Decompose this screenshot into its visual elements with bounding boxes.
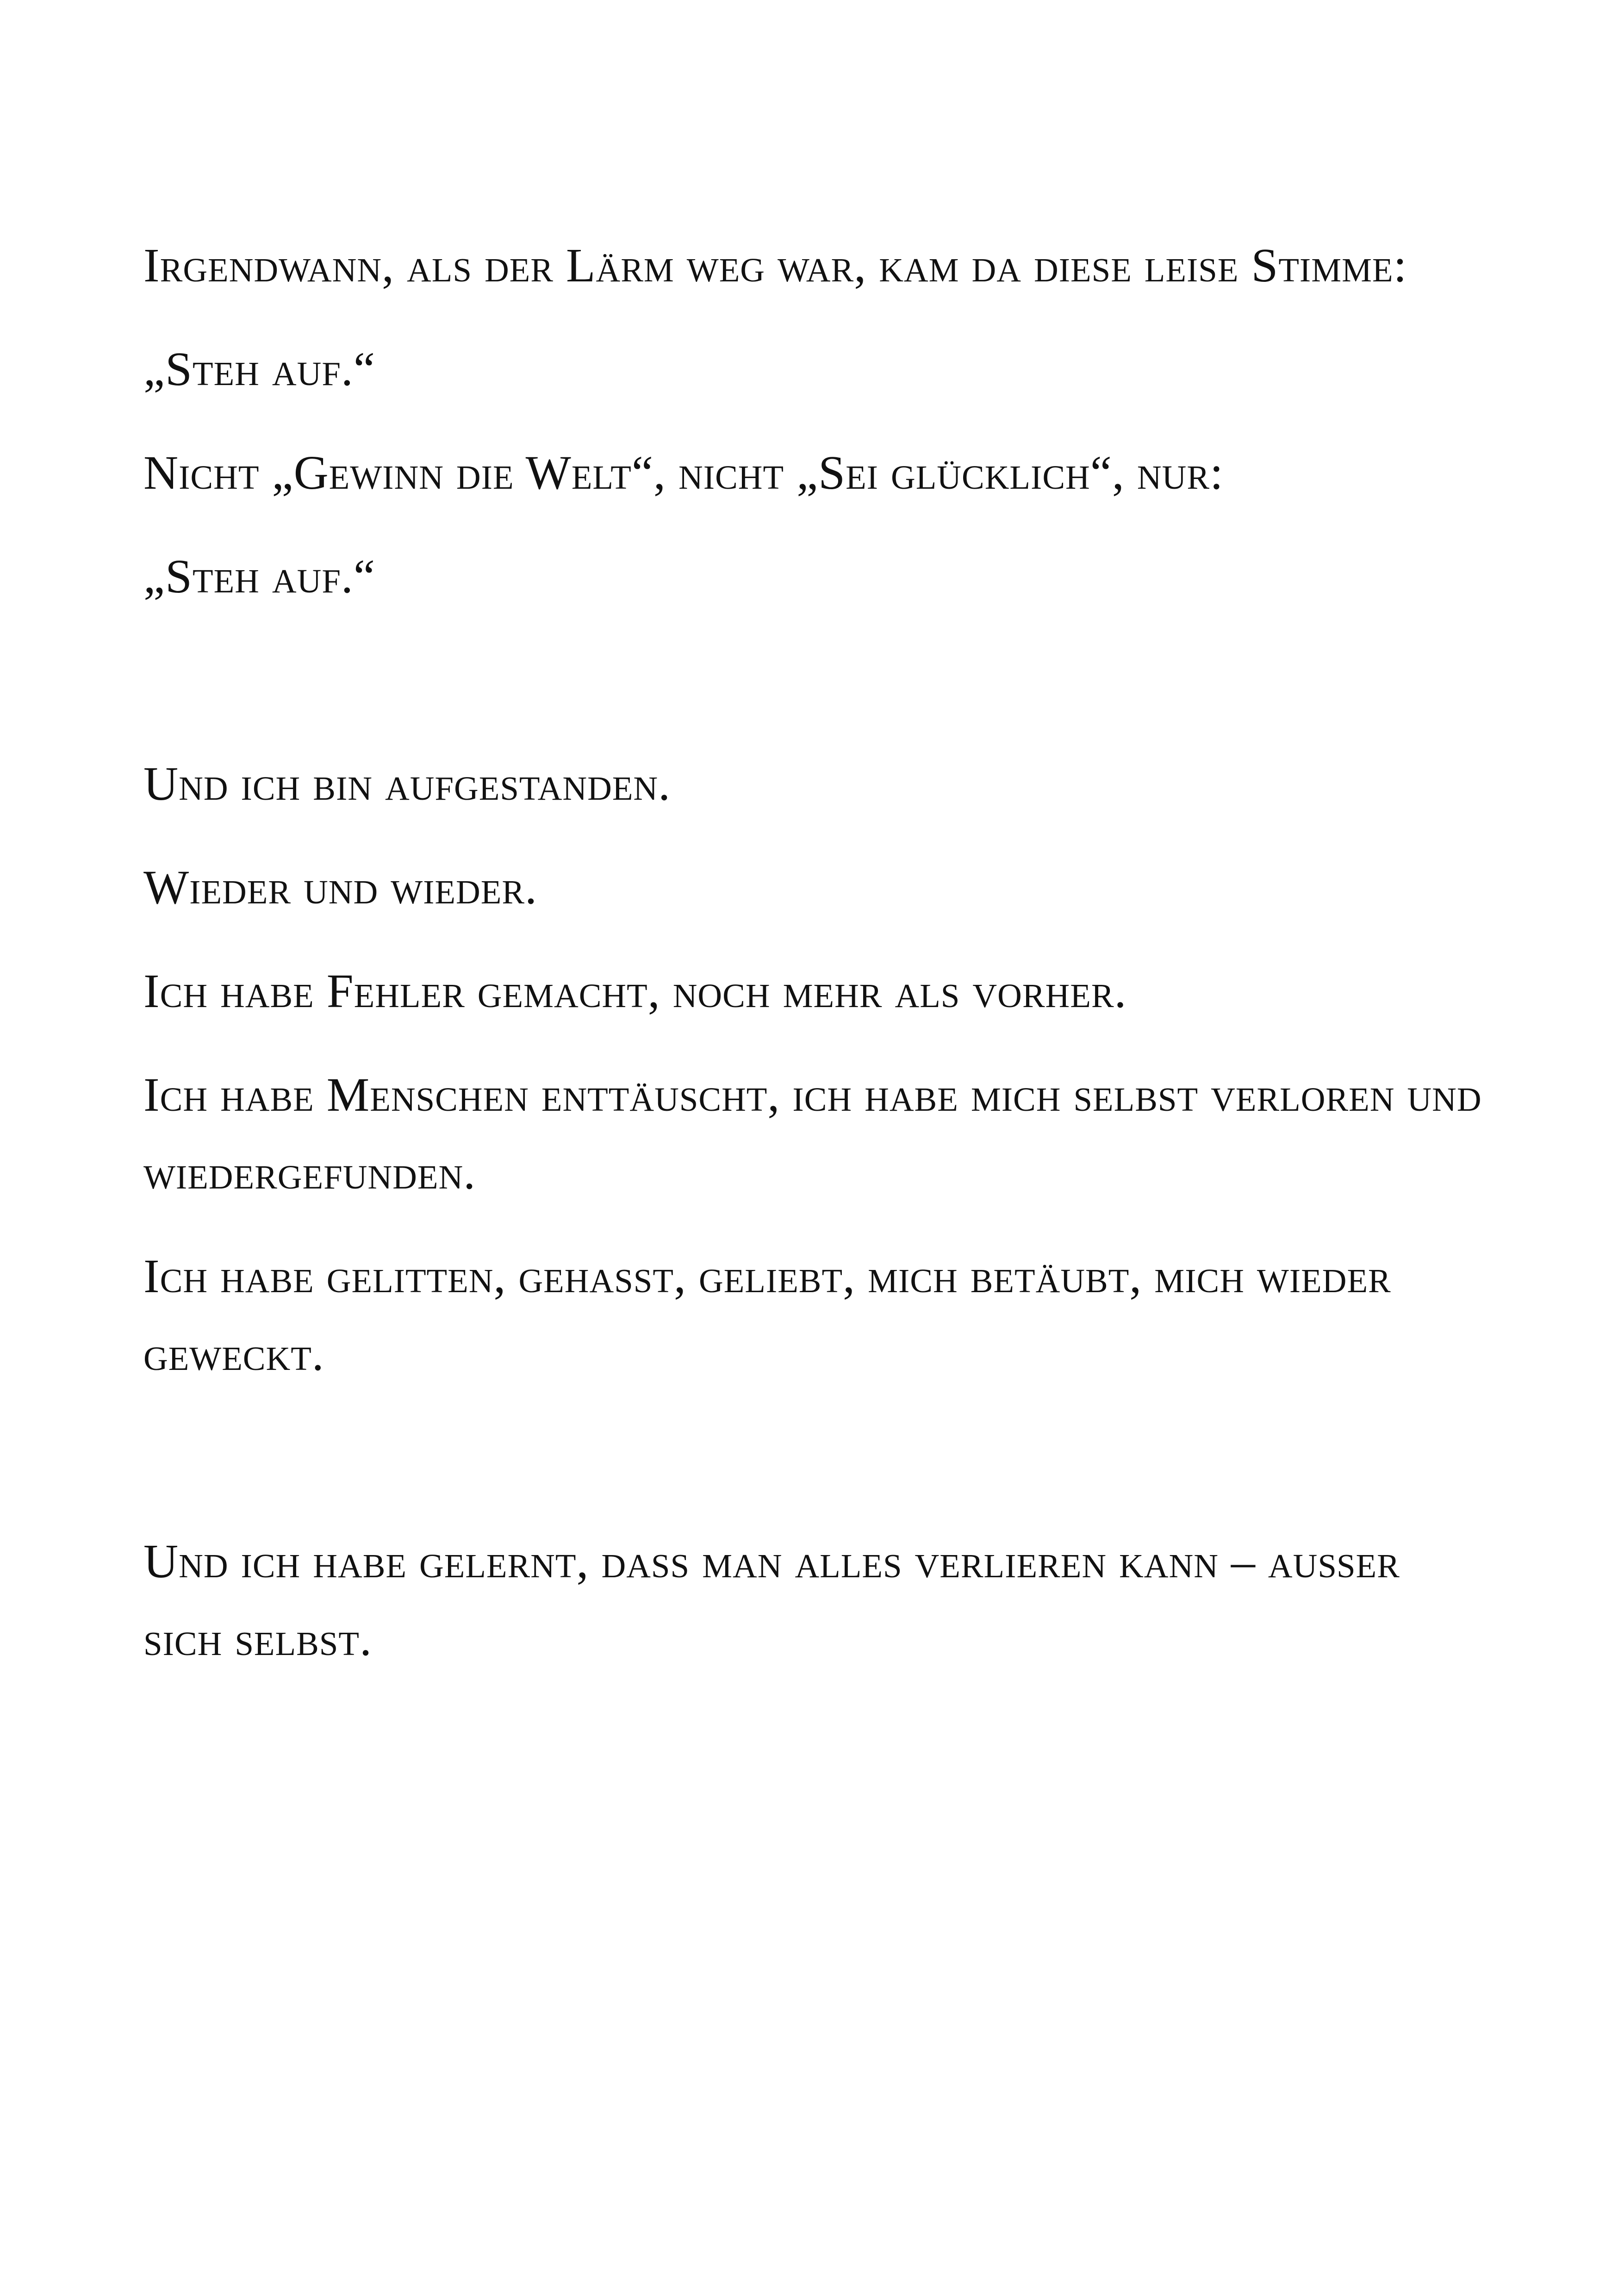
paragraph-10: Und ich habe gelernt, dass man alles verlieren kann – außer sich selbst. bbox=[143, 1535, 1400, 1666]
paragraph-7: Ich habe Fehler gemacht, noch mehr als vorher. bbox=[143, 964, 1127, 1018]
poem-text bbox=[143, 227, 1486, 1704]
paragraph-5: Und ich bin aufgestanden. bbox=[143, 757, 671, 810]
paragraph-1: Irgendwann, als der Lärm weg war, kam da diese leise Stimme: bbox=[143, 239, 1407, 292]
section-spacer bbox=[143, 641, 1486, 745]
paragraph-4: „Steh auf.“ bbox=[143, 550, 376, 603]
section-spacer bbox=[143, 1419, 1486, 1523]
paragraph-3: Nicht „Gewinn die Welt“, nicht „Sei glücklich“, nur: bbox=[143, 446, 1224, 499]
paragraph-9: Ich habe gelitten, gehasst, geliebt, mich betäubt, mich wieder geweckt. bbox=[143, 1250, 1391, 1381]
paragraph-2: „Steh auf.“ bbox=[143, 342, 376, 396]
paragraph-6: Wieder und wieder. bbox=[143, 861, 538, 914]
paragraph-8: Ich habe Menschen enttäuscht, ich habe mich selbst verloren und wiedergefunden. bbox=[143, 1068, 1482, 1199]
